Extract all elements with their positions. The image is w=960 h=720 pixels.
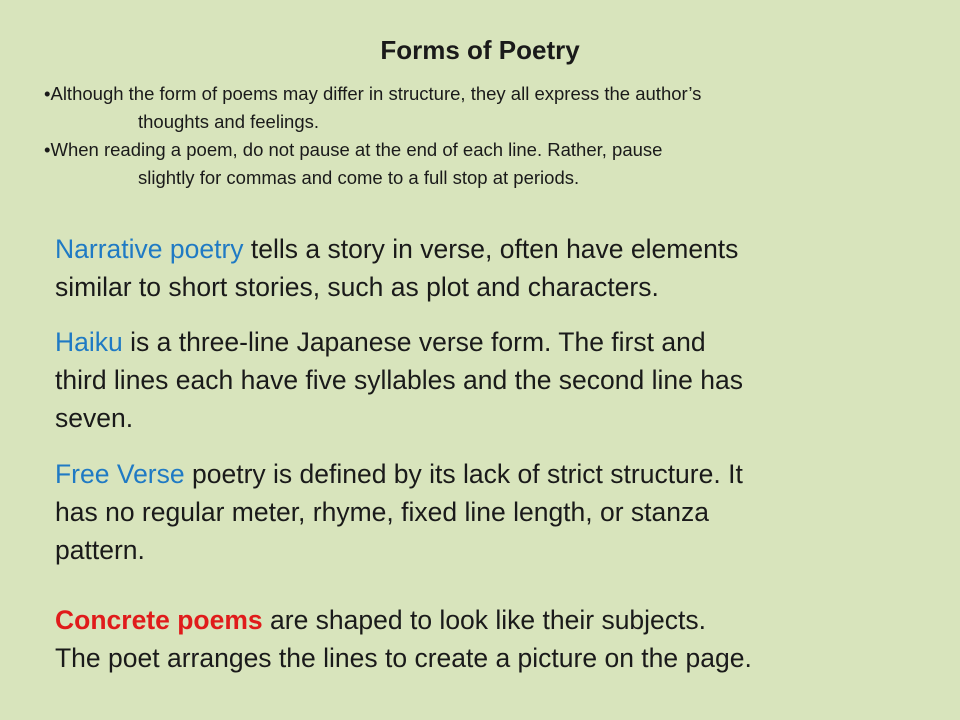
paragraph-text: similar to short stories, such as plot and characters. [55, 272, 659, 302]
paragraph-text: is a three-line Japanese verse form. The first and [122, 327, 706, 357]
paragraph-text: pattern. [55, 535, 145, 565]
paragraph-text: has no regular meter, rhyme, fixed line length, or stanza [55, 497, 710, 527]
paragraph-concrete-poems [55, 601, 905, 677]
bullet-text-line2: thoughts and feelings. [138, 111, 320, 132]
paragraph-text: seven. [55, 403, 134, 433]
paragraph-text: third lines each have five syllables and the second line has [55, 365, 743, 395]
bullet-item-form [44, 80, 924, 136]
term-narrative-poetry: Narrative poetry [55, 234, 244, 264]
paragraph-text: tells a story in verse, often have elements [243, 234, 739, 264]
slide-title: Forms of Poetry [380, 35, 580, 65]
bullet-text-line2: slightly for commas and come to a full stop at periods. [138, 167, 580, 188]
bullet-text-line1: When reading a poem, do not pause at the end of each line. Rather, pause [50, 139, 663, 160]
term-haiku: Haiku [55, 327, 123, 357]
bullet-text-line1: Although the form of poems may differ in structure, they all express the author’s [50, 83, 702, 104]
paragraph-haiku [55, 323, 905, 437]
bullet-list [44, 80, 924, 192]
term-concrete-poems: Concrete poems [55, 605, 263, 635]
bullet-item-reading [44, 136, 924, 192]
bullet-marker: • [44, 139, 51, 160]
paragraph-free-verse [55, 455, 905, 569]
paragraph-text: are shaped to look like their subjects. [262, 605, 707, 635]
term-free-verse: Free Verse [55, 459, 185, 489]
paragraph-text: The poet arranges the lines to create a picture on the page. [55, 643, 752, 673]
paragraph-text: poetry is defined by its lack of strict structure. It [184, 459, 743, 489]
bullet-marker: • [44, 83, 51, 104]
paragraph-narrative-poetry [55, 230, 905, 306]
